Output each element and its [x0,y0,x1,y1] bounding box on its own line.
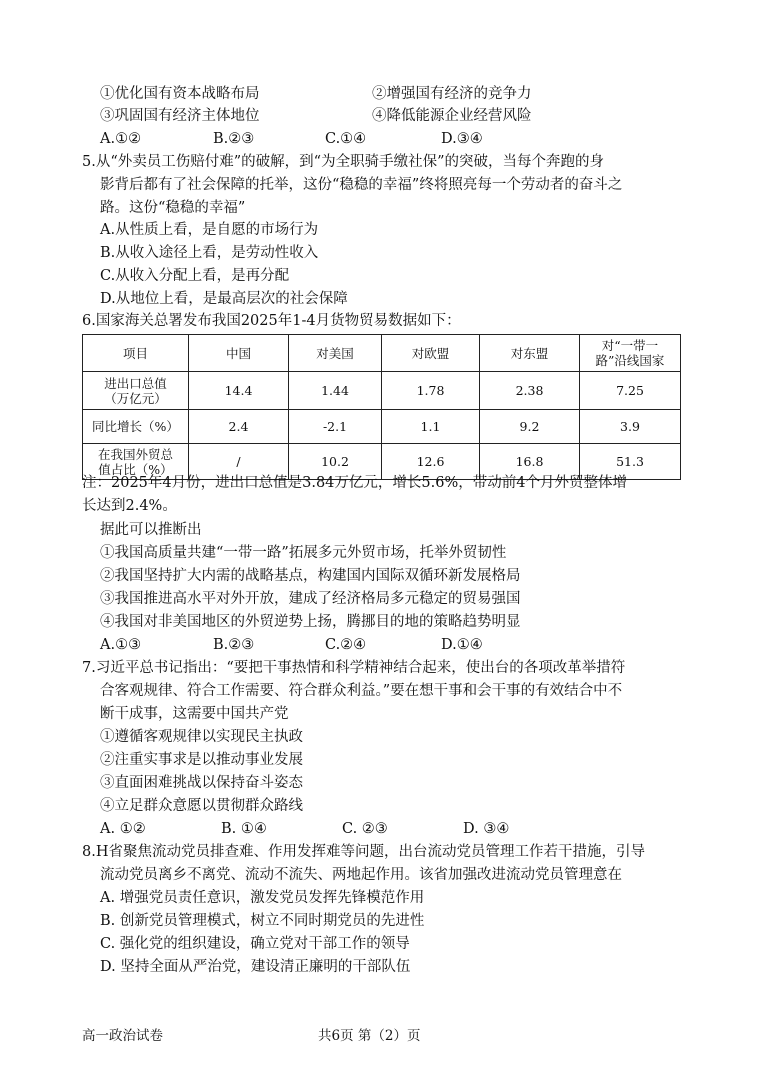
q6-statement-4: ④我国对非美国地区的外贸逆势上扬，腾挪目的地的策略趋势明显 [100,614,521,630]
table-cell: / [189,444,289,480]
table-cell: 2.38 [480,372,580,410]
table-cell: 14.4 [189,372,289,410]
table-cell: 3.9 [580,410,681,444]
table-header-cell: 对美国 [289,335,382,372]
q7-statement-1: ①遵循客观规律以实现民主执政 [100,729,303,745]
q8-option-c: C. 强化党的组织建设，确立党对干部工作的领导 [100,936,410,952]
table-row-label: 在我国外贸总值占比（%） [83,444,189,480]
q8-option-d: D. 坚持全面从严治党，建设清正廉明的干部队伍 [100,959,411,975]
table-cell: 9.2 [480,410,580,444]
q5-option-c: C.从收入分配上看，是再分配 [100,268,290,284]
q5-option-b: B.从收入途径上看，是劳动性收入 [100,245,319,261]
table-cell: 1.78 [382,372,480,410]
table-header-cell: 项目 [83,335,189,372]
table-cell: 1.44 [289,372,382,410]
q6-statement-1: ①我国高质量共建“一带一路”拓展多元外贸市场，托举外贸韧性 [100,545,507,561]
table-header-cell: 中国 [189,335,289,372]
q5-stem-line-2: 影背后都有了社会保障的托举，这份“稳稳的幸福”终将照亮每一个劳动者的奋斗之 [100,177,623,193]
footer-page-number: 共6页 第（2）页 [318,1028,421,1044]
q6-intro: 6.国家海关总署发布我国2025年1-4月货物贸易数据如下： [82,313,461,329]
q6-choice-a: A.①③ [100,637,142,653]
q4-choice-c: C.①④ [325,131,367,147]
q4-option-1: ①优化国有资本战略布局 [100,86,260,102]
q4-option-3: ③巩固国有经济主体地位 [100,108,260,124]
table-row-label: 进出口总值（万亿元） [83,372,189,410]
q7-stem-line-2: 合客观规律、符合工作需要、符合群众利益。”要在想干事和会干事的有效结合中不 [100,683,623,699]
table-row [83,410,681,444]
q7-stem-line-1: 7.习近平总书记指出：“要把干事热情和科学精神结合起来，使出台的各项改革举措符 [82,660,626,676]
table-header-cell: 对“一带一路”沿线国家 [580,335,681,372]
q8-option-a: A. 增强党员责任意识，激发党员发挥先锋模范作用 [100,890,425,906]
q7-choice-c: C. ②③ [342,821,388,837]
q8-option-b: B. 创新党员管理模式，树立不同时期党员的先进性 [100,913,425,929]
q7-statement-3: ③直面困难挑战以保持奋斗姿态 [100,775,303,791]
q5-stem-line-3: 路。这份“稳稳的幸福” [100,200,246,216]
q4-choice-d: D.③④ [441,131,483,147]
table-cell: 2.4 [189,410,289,444]
q5-stem-line-1: 5.从“外卖员工伤赔付难”的破解，到“为全职骑手缴社保”的突破，当每个奔跑的身 [82,154,604,170]
footer-exam-title: 高一政治试卷 [82,1028,163,1044]
table-row [83,372,681,410]
table-header-cell: 对欧盟 [382,335,480,372]
q5-option-d: D.从地位上看，是最高层次的社会保障 [100,291,348,307]
table-cell: 12.6 [382,444,480,480]
q6-statement-3: ③我国推进高水平对外开放，建成了经济格局多元稳定的贸易强国 [100,591,521,607]
table-header-cell: 对东盟 [480,335,580,372]
table-cell: 51.3 [580,444,681,480]
q6-statement-2: ②我国坚持扩大内需的战略基点，构建国内国际双循环新发展格局 [100,568,521,584]
q6-stem: 据此可以推断出 [100,522,202,538]
q6-note-line-1: 注：2025年4月份，进出口总值是3.84万亿元，增长5.6%，带动前4个月外贸整体增 [82,475,627,491]
q7-statement-4: ④立足群众意愿以贯彻群众路线 [100,798,303,814]
table-row-label: 同比增长（%） [83,410,189,444]
q7-choice-b: B. ①④ [221,821,267,837]
table-cell: 16.8 [480,444,580,480]
q8-stem-line-2: 流动党员离乡不离党、流动不流失、两地起作用。该省加强改进流动党员管理意在 [100,867,622,883]
table-cell: 7.25 [580,372,681,410]
table-cell: 1.1 [382,410,480,444]
q4-choice-b: B.②③ [213,131,255,147]
q6-choice-d: D.①④ [441,637,483,653]
q7-choice-a: A. ①② [100,821,146,837]
table-cell: -2.1 [289,410,382,444]
table-header-row [83,335,681,372]
q8-stem-line-1: 8.H省聚焦流动党员排查难、作用发挥难等问题，出台流动党员管理工作若干措施，引导 [82,844,645,860]
q4-option-4: ④降低能源企业经营风险 [372,108,532,124]
trade-data-table [82,334,681,480]
q6-choice-b: B.②③ [213,637,255,653]
q4-option-2: ②增强国有经济的竞争力 [372,86,532,102]
q7-statement-2: ②注重实事求是以推动事业发展 [100,752,303,768]
table-cell: 10.2 [289,444,382,480]
q6-note-line-2: 长达到2.4%。 [82,498,177,514]
q6-choice-c: C.②④ [325,637,367,653]
q7-choice-d: D. ③④ [463,821,510,837]
q4-choice-a: A.①② [100,131,142,147]
q7-stem-line-3: 断干成事，这需要中国共产党 [100,706,289,722]
q5-option-a: A.从性质上看，是自愿的市场行为 [100,222,319,238]
